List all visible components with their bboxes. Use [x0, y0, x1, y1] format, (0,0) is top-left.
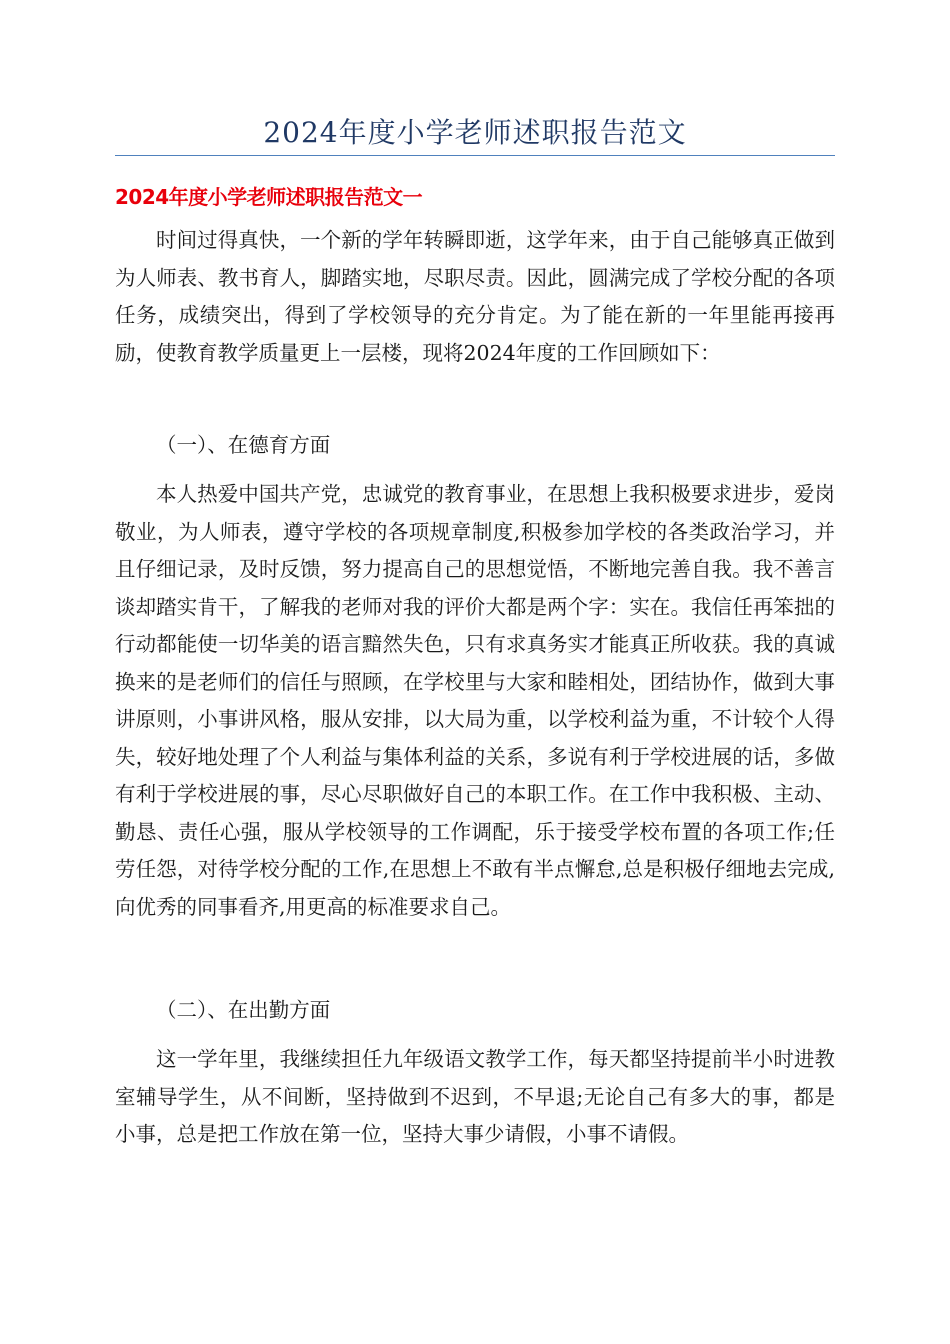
subheading-moral-education: （一）、在德育方面 [156, 433, 331, 457]
paragraph-attendance: 这一学年里，我继续担任九年级语文教学工作，每天都坚持提前半小时进教室辅导学生，从不间断，坚持做到不迟到，不早退;无论自己有多大的事，都是小事，总是把工作放在第一位，坚持大事少请假，小事不请假。 [115, 1047, 835, 1146]
document-title: 2024年度小学老师述职报告范文 [263, 116, 687, 149]
section-heading: 2024年度小学老师述职报告范文一 [115, 185, 423, 209]
title-underline-divider [115, 155, 835, 156]
subheading-attendance: （二）、在出勤方面 [156, 998, 331, 1022]
paragraph-intro: 时间过得真快，一个新的学年转瞬即逝，这学年来，由于自己能够真正做到为人师表、教书育人，脚踏实地，尽职尽责。因此，圆满完成了学校分配的各项任务，成绩突出，得到了学校领导的充分肯定。为了能在新的一年里能再接再励，使教育教学质量更上一层楼，现将2024年度的工作回顾如下： [115, 228, 835, 365]
paragraph-moral-education: 本人热爱中国共产党，忠诚党的教育事业，在思想上我积极要求进步，爱岗敬业，为人师表，遵守学校的各项规章制度,积极参加学校的各类政治学习，并且仔细记录，及时反馈，努力提高自己的思想觉悟，不断地完善自我。我不善言谈却踏实肯干，了解我的老师对我的评价大都是两个字：实在。我信任再笨拙的行动都能使一切华美的语言黯然失色，只有求真务实才能真正所收获。我的真诚换来的是老师们的信任与照顾，在学校里与大家和睦相处，团结协作，做到大事讲原则，小事讲风格，服从安排，以大局为重，以学校利益为重，不计较个人得失，较好地处理了个人利益与集体利益的关系，多说有利于学校进展的话，多做有利于学校进展的事，尽心尽职做好自己的本职工作。在工作中我积极、主动、勤恳、责任心强，服从学校领导的工作调配，乐于接受学校布置的各项工作;任劳任怨，对待学校分配的工作,在思想上不敢有半点懈怠,总是积极仔细地去完成,向优秀的同事看齐,用更高的标准要求自己。 [115, 482, 835, 919]
